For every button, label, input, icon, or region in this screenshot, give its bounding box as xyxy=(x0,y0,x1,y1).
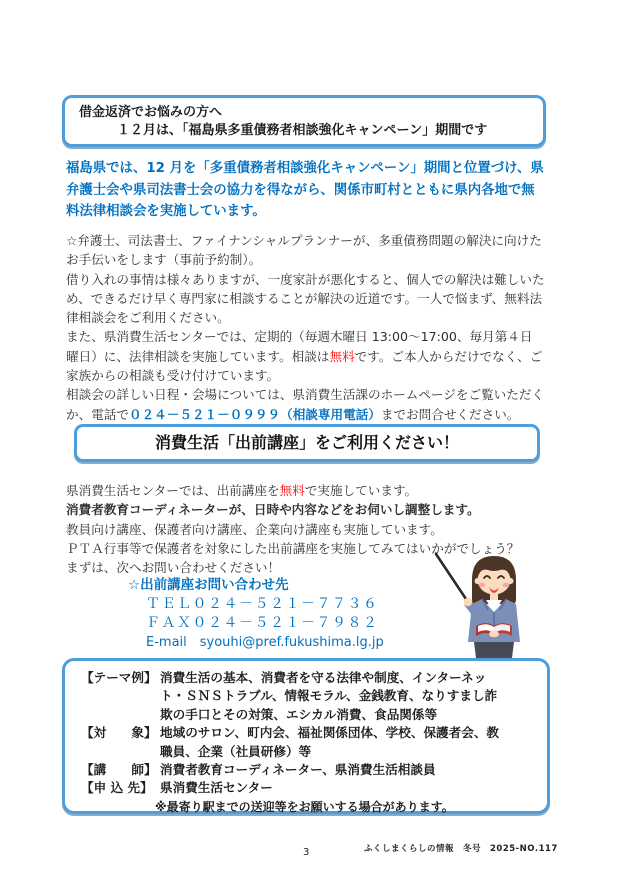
detail-row: 【講 師】 消費者教育コーディネーター、県消費生活相談員 xyxy=(81,761,537,779)
contact-email: E-mail syouhi@pref.fukushima.lg.jp xyxy=(146,635,384,650)
text-line: また、県消費生活センターでは、定期的（毎週木曜日 13:00～17:00、毎月第４日 xyxy=(66,329,533,345)
text-line: 料法律相談会を実施しています。 xyxy=(66,204,266,219)
lecture-details-box xyxy=(62,658,550,814)
page-number: 3 xyxy=(303,847,310,858)
text-line: ＰＴＡ行事等で保護者を対象にした出前講座を実施してみてはいかがでしょう？ xyxy=(66,540,520,556)
debt-campaign-lead-paragraph xyxy=(66,158,566,223)
text-line: 教員向け講座、保護者向け講座、企業向け講座も実施しています。 xyxy=(66,521,443,537)
debt-campaign-body-paragraph xyxy=(66,231,568,424)
lecture-details-note: ※最寄り駅までの送迎等をお願いする場合があります。 xyxy=(155,799,454,814)
detail-row-label: 【テーマ例】 xyxy=(81,670,157,685)
text-line: 借り入れの事情は様々ありますが、一度家計が悪化すると、個人での解決は難しいた xyxy=(66,271,545,287)
text-line: 消費者教育コーディネーターが、日時や内容などをお伺いし調整します。 xyxy=(66,502,480,518)
text-line: 相談会の詳しい日程・会場については、県消費生活課のホームページをご覧いただく xyxy=(66,387,545,403)
text-line: め、できるだけ早く専門家に相談することが解決の近道です。一人で悩まず、無料法 xyxy=(66,290,543,306)
debt-campaign-title-line1: 借金返済でお悩みの方へ xyxy=(79,105,223,120)
detail-row: 【テーマ例】 消費生活の基本、消費者を守る法律や制度、インターネッ ト・ＳＮＳトラブル、情報モラル、金銭教育、なりすまし詐 欺の手口とその対策、エシカル消費、食品関係等 xyxy=(81,669,537,724)
lecture-details-rows xyxy=(81,669,537,798)
text-line: 福島県では、12 月を「多重債務者相談強化キャンペーン」期間と位置づけ、県 xyxy=(66,161,544,176)
debt-campaign-title-line2: １２月は、「福島県多重債務者相談強化キャンペーン」期間です xyxy=(117,123,488,138)
text-line: 律相談会をご利用ください。 xyxy=(66,310,230,326)
text-line: まずは、次へお問い合わせください！ xyxy=(66,560,281,576)
detail-row: 【対 象】 地域のサロン、町内会、福祉関係団体、学校、保護者会、教 職員、企業（社員研修）等 xyxy=(81,724,537,761)
text-line: ☆弁護士、司法書士、ファイナンシャルプランナーが、多重債務問題の解決に向けた xyxy=(66,233,542,248)
text-line: お手伝いをします（事前予約制）。 xyxy=(66,252,262,268)
detail-row-label: 【講 師】 xyxy=(81,762,157,778)
text-line: 家族からの相談も受け付けています。 xyxy=(66,368,280,384)
contact-heading: ☆出前講座お問い合わせ先 xyxy=(128,577,289,593)
text-line: 弁護士会や県司法書士会の協力を得ながら、関係市町村とともに県内各地で無 xyxy=(66,182,535,198)
demae-lecture-title-box xyxy=(74,424,540,462)
detail-row: 【申 込 先】 県消費生活センター xyxy=(81,779,537,797)
detail-row-label: 【申 込 先】 xyxy=(81,780,153,796)
text-line: 県消費生活センターでは、出前講座を無料で実施しています。 xyxy=(66,483,418,498)
demae-lecture-title: 消費生活「出前講座」をご利用ください！ xyxy=(154,433,459,452)
demae-lecture-contact-block xyxy=(128,576,384,652)
contact-tel: ＴＥＬ０２４－５２１－７７３６ xyxy=(146,596,379,612)
teacher-woman-icon xyxy=(428,546,548,662)
teacher-illustration xyxy=(428,546,548,662)
detail-row-label: 【対 象】 xyxy=(81,725,157,741)
contact-fax: ＦＡＸ０２４－５２１－７９８２ xyxy=(146,615,379,631)
text-line: 曜日）に、法律相談を実施しています。相談は無料です。ご本人からだけでなく、ご xyxy=(66,348,543,364)
text-line: か、電話で０２４－５２１－０９９９（相談専用電話）までお問合せください。 xyxy=(66,406,520,422)
issue-info: ふくしまくらしの情報 冬号 2025-NO.117 xyxy=(364,844,558,854)
debt-campaign-title-box xyxy=(62,95,546,147)
